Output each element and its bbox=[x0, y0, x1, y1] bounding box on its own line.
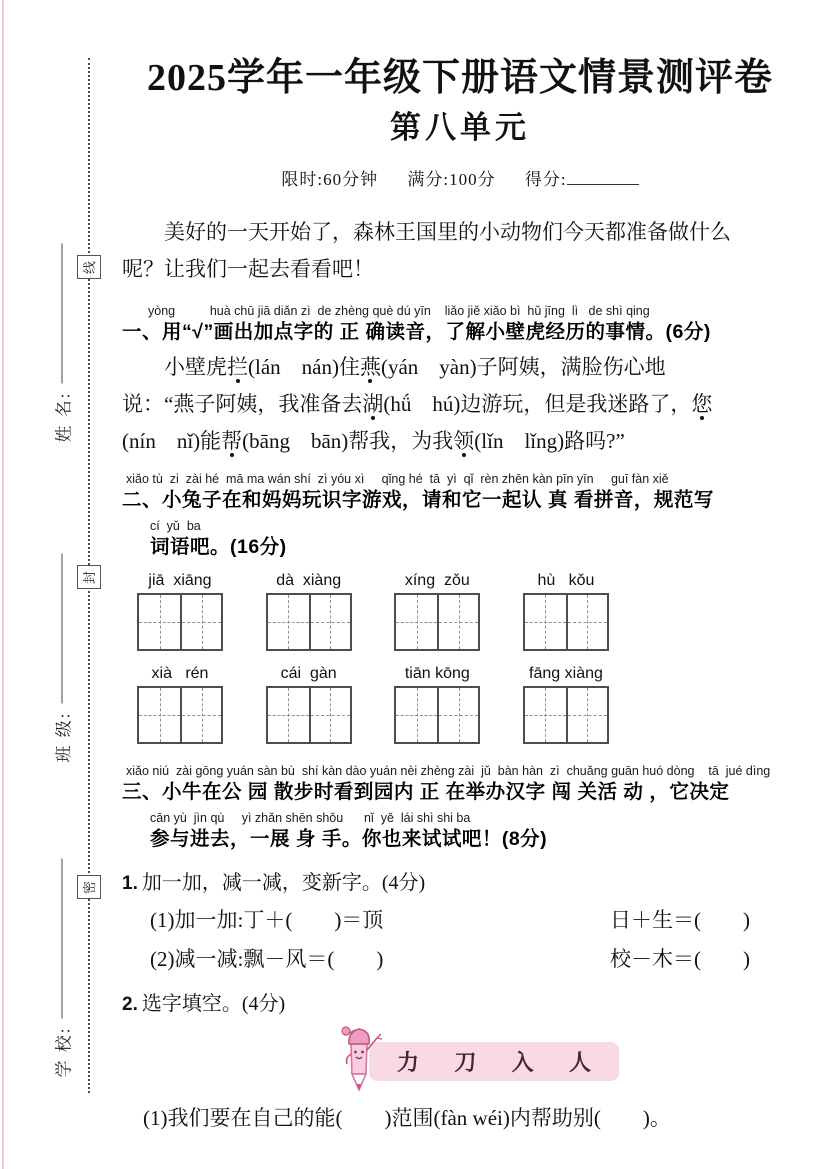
text-segment: (lǐn lǐng)路吗?” bbox=[474, 428, 625, 453]
text-segment: (hǘ hú)边游玩，但是我迷路了， bbox=[383, 391, 692, 416]
word-pinyin: xíng zǒu bbox=[404, 571, 470, 589]
section2-pinyin-1: xiǎo tù zi zài hé mā ma wán shí zì yóu xì qǐng hé tā yì qǐ rèn zhēn kàn pīn yīn guī fàn xiě bbox=[126, 471, 669, 486]
choice-char: 人 bbox=[568, 1049, 591, 1075]
scan-edge-line bbox=[2, 0, 4, 1169]
text-segment: (nín nǐ)能 bbox=[122, 428, 222, 453]
question1-text: 加一加，减一减，变新字。(4分) bbox=[141, 871, 426, 894]
tianzige-cell bbox=[396, 688, 437, 742]
word-pinyin: jiā xiāng bbox=[148, 571, 212, 589]
exam-content bbox=[122, 0, 798, 1132]
q1-left-item: (2)减一减:飘－风＝( ) bbox=[150, 946, 384, 971]
time-limit: 限时:60分钟 bbox=[281, 169, 379, 189]
question2-number: 2. bbox=[122, 993, 138, 1015]
tianzige-box bbox=[523, 686, 609, 744]
word-group bbox=[266, 665, 352, 744]
q1-left-item: (1)加一加:丁＋( )＝顶 bbox=[150, 907, 384, 932]
choice-char: 力 bbox=[397, 1049, 420, 1075]
text-segment: 说：“燕子阿姨，我准备去 bbox=[122, 391, 363, 416]
emphasized-char: 您 bbox=[691, 391, 713, 416]
question1-row-1 bbox=[122, 904, 798, 934]
word-pinyin: hù kǒu bbox=[537, 571, 595, 589]
class-field bbox=[50, 463, 75, 763]
tianzige-cell bbox=[396, 595, 437, 649]
tianzige-box bbox=[137, 593, 223, 651]
word-group bbox=[394, 572, 480, 651]
section1-pinyin: yòng huà chū jiā diǎn zì de zhèng què dú yīn liǎo jiě xiǎo bì hǔ jīng lì de shì qing bbox=[148, 303, 650, 318]
passage-line bbox=[122, 423, 798, 460]
tianzige-box bbox=[266, 686, 352, 744]
full-score: 满分:100分 bbox=[407, 169, 496, 189]
choice-char: 刀 bbox=[454, 1049, 477, 1075]
tianzige-cell bbox=[437, 688, 478, 742]
section2-title-1: 二、小兔子在和妈妈玩识字游戏，请和它一起认 真 看拼音，规范写 bbox=[122, 488, 714, 511]
text-segment: (bāng bān)帮我，为我 bbox=[242, 428, 454, 453]
seal-char-box: 线 bbox=[77, 255, 101, 279]
word-group bbox=[394, 665, 480, 744]
tianzige-cell bbox=[525, 595, 566, 649]
tianzige-cell bbox=[437, 595, 478, 649]
emphasized-char: 领 bbox=[453, 428, 475, 453]
tianzige-cell bbox=[139, 595, 180, 649]
emphasized-char: 燕 bbox=[359, 354, 381, 379]
word-pinyin: xià rén bbox=[151, 664, 209, 682]
school-field bbox=[50, 778, 75, 1078]
question1-number: 1. bbox=[122, 872, 138, 894]
question2-fill-line: (1)我们要在自己的能( )范围(fàn wéi)内帮助别( )。 bbox=[143, 1105, 671, 1130]
score-blank-line bbox=[567, 171, 639, 185]
q1-right-item: 日＋生＝( ) bbox=[610, 907, 750, 932]
text-segment: (lán nán)住 bbox=[248, 354, 360, 379]
tianzige-box bbox=[137, 686, 223, 744]
tianzige-box bbox=[266, 593, 352, 651]
word-pinyin: dà xiàng bbox=[276, 571, 342, 589]
seal-char-box: 密 bbox=[77, 875, 101, 899]
seal-char-box: 封 bbox=[77, 565, 101, 589]
tianzige-cell bbox=[566, 595, 607, 649]
section1-title: 一、用“√”画出加点字的 正 确读音，了解小壁虎经历的事情。(6分) bbox=[122, 320, 711, 343]
word-group bbox=[523, 665, 609, 744]
tianzige-cell bbox=[180, 595, 221, 649]
name-label: 姓 名: bbox=[54, 391, 74, 443]
word-pinyin: fāng xiàng bbox=[529, 664, 603, 682]
tianzige-cell bbox=[139, 688, 180, 742]
word-group bbox=[266, 572, 352, 651]
tianzige-box bbox=[394, 686, 480, 744]
word-grid-row-2 bbox=[137, 665, 609, 744]
word-group bbox=[523, 572, 609, 651]
section3-title-2: 参与进去，一展 身 手。你也来试试吧！(8分) bbox=[150, 827, 548, 850]
passage-line bbox=[122, 386, 798, 423]
tianzige-box bbox=[523, 593, 609, 651]
pencil-mascot-icon bbox=[333, 1022, 385, 1096]
word-group bbox=[137, 572, 223, 651]
emphasized-char: 拦 bbox=[227, 354, 248, 379]
tianzige-box bbox=[394, 593, 480, 651]
section2-title-2: 词语吧。(16分) bbox=[150, 535, 287, 558]
section2-pinyin-2: cí yǔ ba bbox=[150, 518, 201, 533]
section1-passage bbox=[122, 349, 798, 460]
class-label: 班 级: bbox=[54, 711, 74, 763]
score-label: 得分: bbox=[524, 169, 567, 189]
word-pinyin: cái gàn bbox=[280, 664, 337, 682]
question2-heading bbox=[122, 987, 798, 1016]
class-blank-line bbox=[62, 554, 63, 704]
tianzige-cell bbox=[180, 688, 221, 742]
section3-pinyin-1: xiǎo niú zài gōng yuán sàn bù shí kàn dào yuán nèi zhèng zài jǔ bàn hàn zì chuǎng guān huó dòng tā jué dìng bbox=[126, 763, 771, 778]
tianzige-cell bbox=[566, 688, 607, 742]
word-group bbox=[137, 665, 223, 744]
page-title: 2025学年一年级下册语文情景测评卷 bbox=[146, 57, 773, 99]
tianzige-cell bbox=[309, 688, 350, 742]
emphasized-char: 帮 bbox=[221, 428, 243, 453]
section3-pinyin-2: cān yù jìn qù yì zhǎn shēn shǒu nǐ yě lái shì shi ba bbox=[150, 810, 471, 825]
choice-box-area bbox=[122, 1030, 798, 1092]
tianzige-cell bbox=[268, 595, 309, 649]
school-label: 学 校: bbox=[54, 1026, 74, 1078]
name-blank-line bbox=[62, 244, 63, 384]
question1-row-2 bbox=[122, 943, 798, 973]
page-subtitle: 第八单元 bbox=[390, 109, 530, 145]
exam-meta bbox=[122, 165, 798, 190]
section3-title-1: 三、小牛在公 园 散步时看到园内 正 在举办汉字 闯 关活 动 ，它决定 bbox=[122, 780, 730, 803]
question1-heading bbox=[122, 866, 798, 895]
text-segment: (yán yàn)子阿姨，满脸伤心地 bbox=[380, 354, 666, 379]
name-field bbox=[50, 163, 75, 443]
text-segment: 小壁虎 bbox=[122, 354, 227, 379]
question2-text: 选字填空。(4分) bbox=[141, 992, 286, 1015]
emphasized-char: 湖 bbox=[362, 391, 384, 416]
intro-paragraph: 美好的一天开始了，森林王国里的小动物们今天都准备做什么 呢？让我们一起去看看吧！ bbox=[122, 219, 731, 281]
character-choice-box bbox=[369, 1042, 619, 1081]
q1-right-item: 校－木＝( ) bbox=[610, 946, 750, 971]
tianzige-cell bbox=[525, 688, 566, 742]
school-blank-line bbox=[62, 859, 63, 1019]
tianzige-cell bbox=[309, 595, 350, 649]
choice-char: 入 bbox=[511, 1049, 534, 1075]
word-pinyin: tiān kōng bbox=[404, 664, 470, 682]
word-grid-row-1 bbox=[137, 572, 609, 651]
tianzige-cell bbox=[268, 688, 309, 742]
passage-line bbox=[122, 349, 798, 386]
